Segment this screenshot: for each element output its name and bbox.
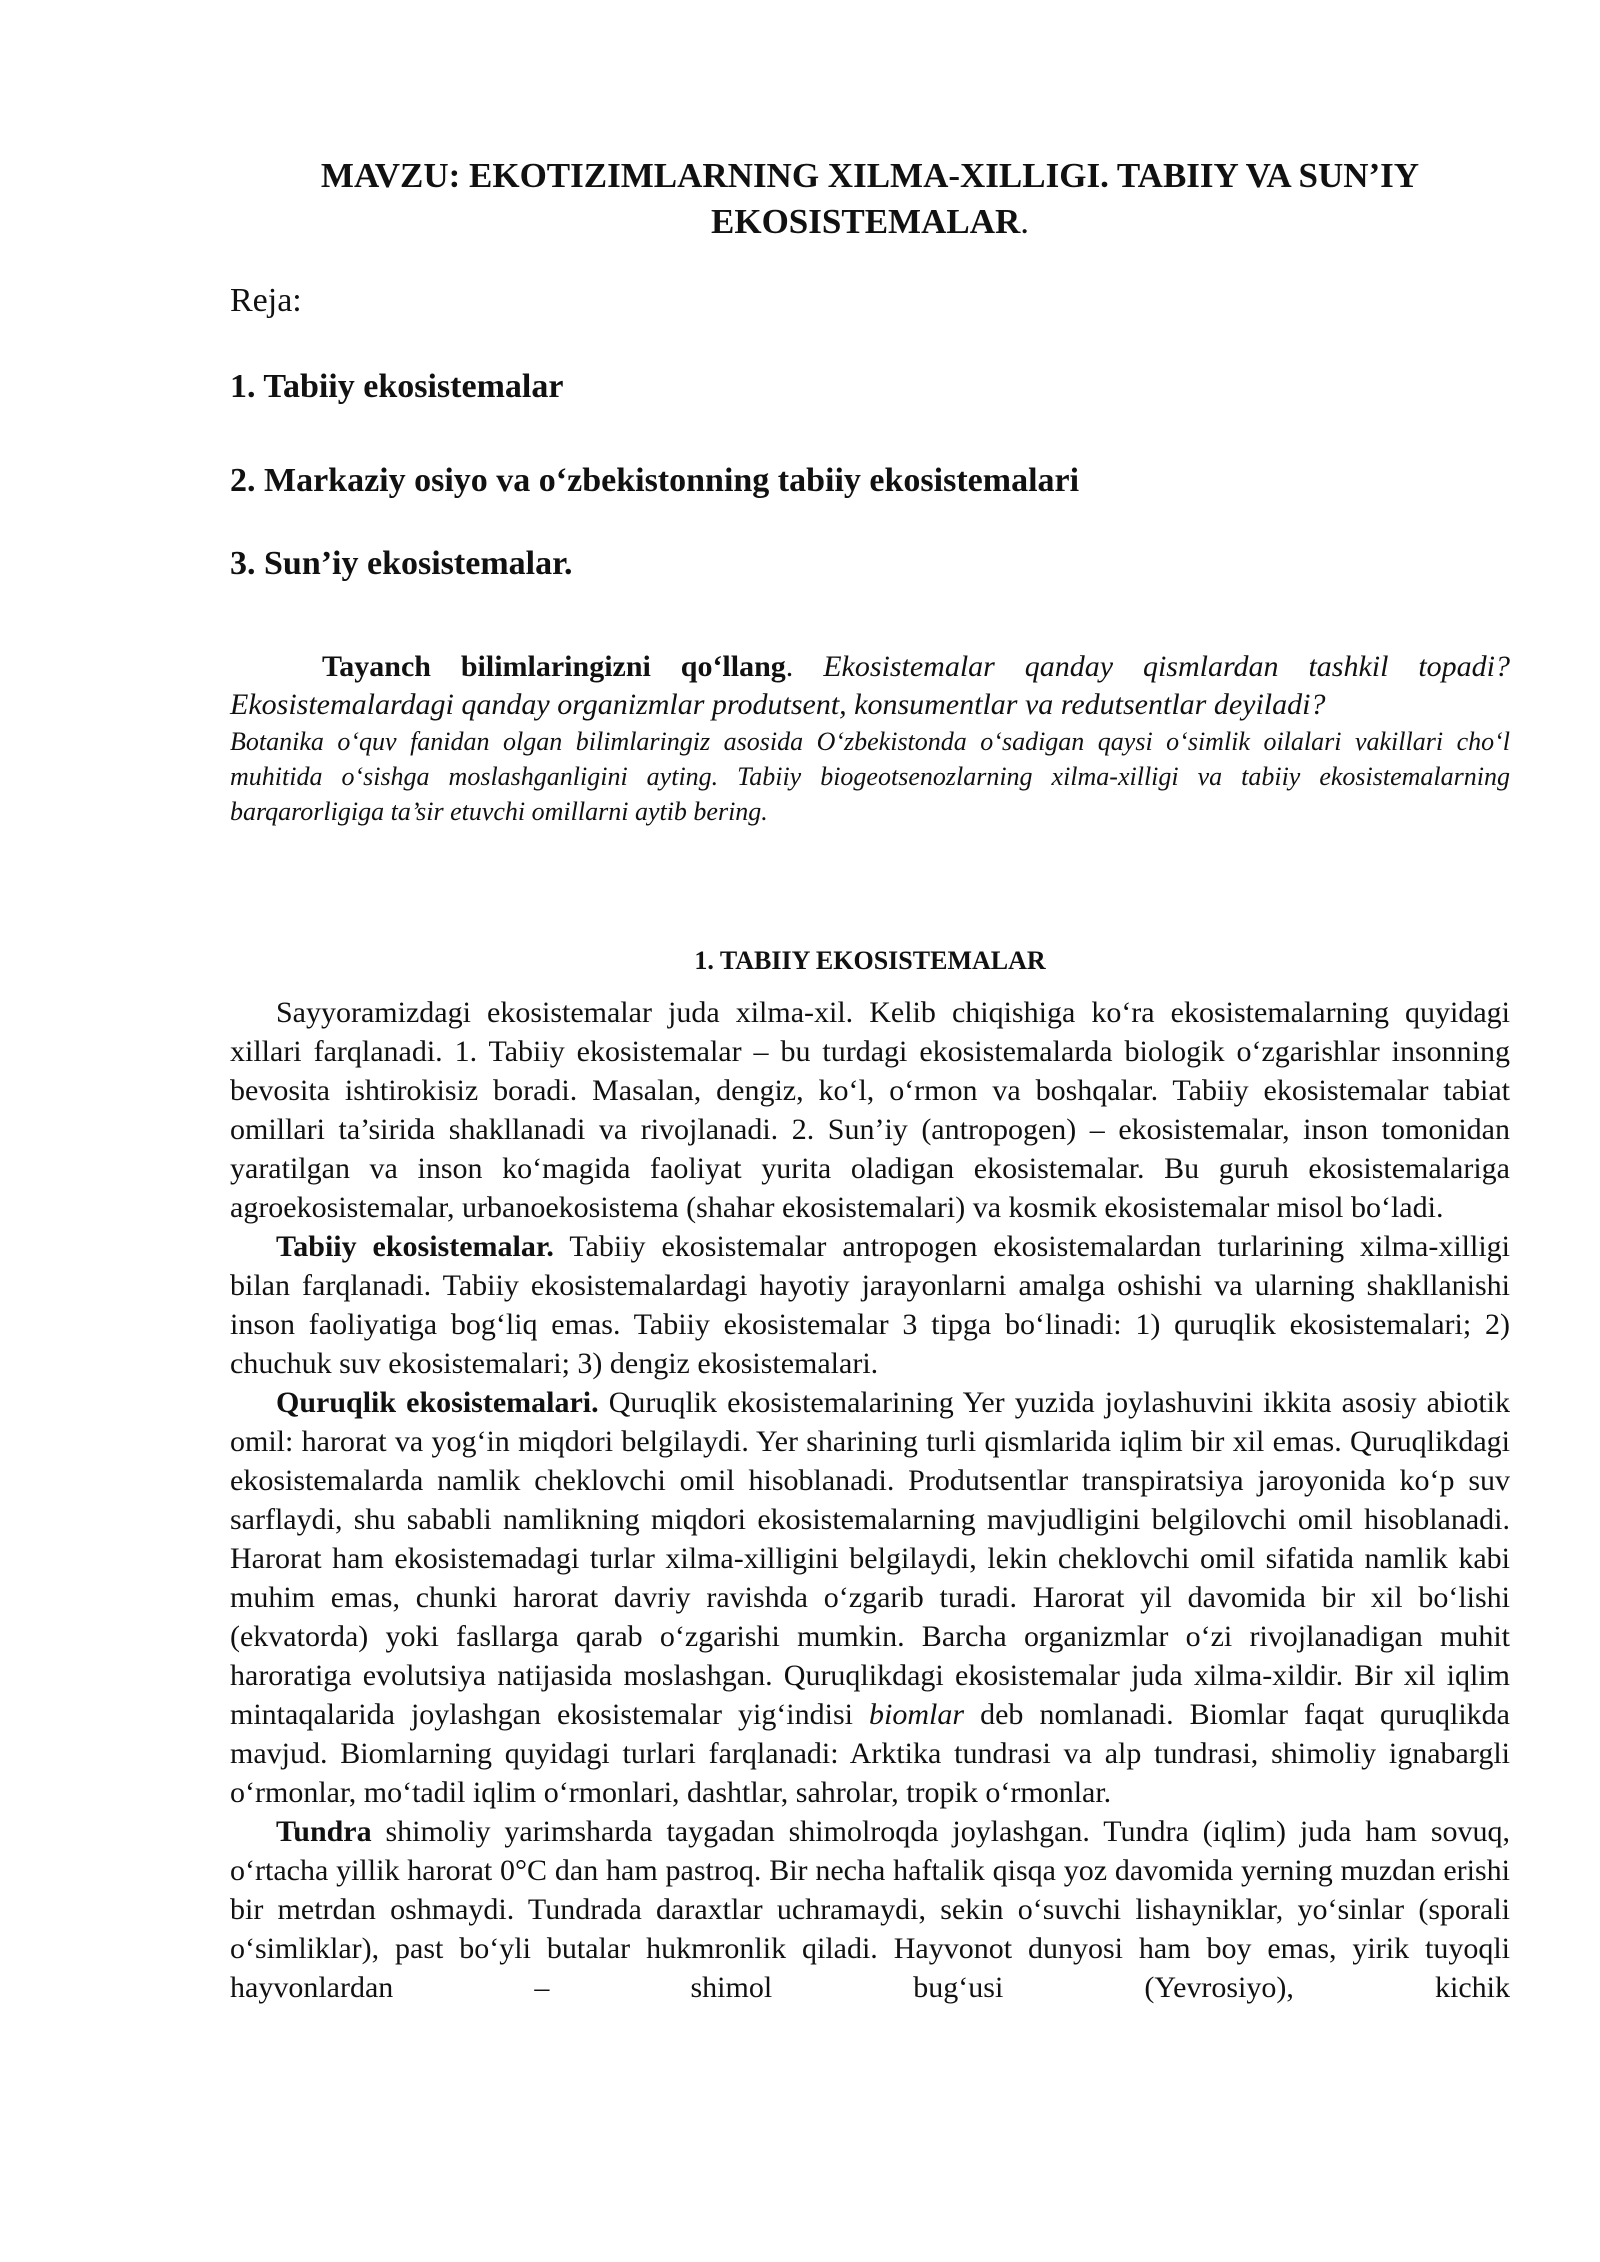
paragraph-3-text-b: deb nomlanadi. Biomlar faqat quruqlikda mavjud. Biomlarning quyidagi turlari farqlanadi: Arktika tundrasi va alp tundrasi, shimoliy ignabargli o‘rmonlar, mo‘tadil iqlim o‘rmonlari, dashtlar, sahrolar, tropik o‘rmonlar. (230, 1698, 1510, 1809)
paragraph-2-lead: Tabiiy ekosistemalar. (276, 1230, 554, 1263)
intro-block (230, 648, 1510, 829)
plan-heading: Reja: (230, 282, 302, 319)
paragraph-3-text-a: Quruqlik ekosistemalarining Yer yuzida joylashuvini ikkita asosiy abiotik omil: harorat va yog‘in miqdori belgilaydi. Yer sharining turli qismlarida iqlim bir xil emas. Quruqlikdagi ekosistemalarda namlik cheklovchi omil hisoblanadi. Produtsentlar transpiratsiya jaroyonida ko‘p suv sarflaydi, shu sababli namlikning miqdori ekosistemalarning mavjudligini belgilovchi omil hisoblanadi. Harorat ham ekosistemadagi turlar xilma-xilligini belgilaydi, lekin cheklovchi omil sifatida namlik kabi muhim emas, chunki harorat davriy ravishda o‘zgarib turadi. Harorat yil davomida bir xil bo‘lishi (ekvatorda) yoki fasllarga qarab o‘zgarishi mumkin. Barcha organizmlar o‘zi rivojlanadigan muhit haroratiga evolutsiya natijasida moslashgan. Quruqlikdagi ekosistemalar juda xilma-xildir. Bir xil iqlim mintaqalarida joylashgan ekosistemalar yig‘indisi (230, 1386, 1510, 1731)
document-title (230, 153, 1510, 245)
intro-lead-period: . (785, 650, 824, 683)
paragraph-4 (230, 1812, 1510, 2007)
paragraph-3-term: biomlar (869, 1698, 965, 1731)
intro-task: Botanika o‘quv fanidan olgan bilimlaringiz asosida O‘zbekistonda o‘sadigan qaysi o‘simlik oilalari vakillari cho‘l muhitida o‘sishga moslashganligini ayting. Tabiiy biogeotsenozlarning xilma-xilligi va tabiiy ekosistemalarning barqarorligiga ta’sir etuvchi omillarni aytib bering. (230, 727, 1510, 826)
body-text (230, 993, 1510, 2007)
paragraph-4-lead: Tundra (276, 1815, 372, 1848)
paragraph-3 (230, 1383, 1510, 1812)
plan-item-3: 3. Sun’iy ekosistemalar. (230, 545, 573, 582)
plan-item-1: 1. Tabiiy ekosistemalar (230, 368, 564, 405)
paragraph-1: Sayyoramizdagi ekosistemalar juda xilma-xil. Kelib chiqishiga ko‘ra ekosistemalarning quyidagi xillari farqlanadi. 1. Tabiiy ekosistemalar – bu turdagi ekosistemalarda biologik o‘zgarishlar insonning bevosita ishtirokisiz boradi. Masalan, dengiz, ko‘l, o‘rmon va boshqalar. Tabiiy ekosistemalar tabiat omillari ta’sirida shakllanadi va rivojlanadi. 2. Sun’iy (antropogen) – ekosistemalar, inson tomonidan yaratilgan va inson ko‘magida faoliyat yurita oladigan ekosistemalar. Bu guruh ekosistemalariga agroekosistemalar, urbanoekosistema (shahar ekosistemalari) va kosmik ekosistemalar misol bo‘ladi. (230, 996, 1510, 1224)
paragraph-3-lead: Quruqlik ekosistemalari. (276, 1386, 599, 1419)
document-title-period: . (1020, 202, 1029, 241)
intro-questions (230, 648, 1510, 724)
plan-item-2: 2. Markaziy osiyo va o‘zbekistonning tabiiy ekosistemalari (230, 462, 1080, 499)
paragraph-4-text: shimoliy yarimsharda taygadan shimolroqda joylashgan. Tundra (iqlim) juda ham sovuq, o‘rtacha yillik harorat 0°C dan ham pastroq. Bir necha haftalik qisqa yoz davomida yerning muzdan erishi bir metrdan oshmaydi. Tundrada daraxtlar uchramaydi, sekin o‘suvchi lishayniklar, yo‘sinlar (sporali o‘simliklar), past bo‘yli butalar hukmronlik qiladi. Hayvonot dunyosi ham boy emas, yirik tuyoqli hayvonlardan – shimol bug‘usi (Yevrosiyo), kichik (230, 1815, 1510, 2004)
intro-lead: Tayanch bilimlaringizni qo‘llang (322, 650, 786, 683)
paragraph-2-text: Tabiiy ekosistemalar antropogen ekosistemalardan turlarining xilma-xilligi bilan farqlanadi. Tabiiy ekosistemalardagi hayotiy jarayonlarni amalga oshishi va ularning shakllanishi inson faoliyatiga bog‘liq emas. Tabiiy ekosistemalar 3 tipga bo‘linadi: 1) quruqlik ekosistemalari; 2) chuchuk suv ekosistemalari; 3) dengiz ekosistemalari. (230, 1230, 1510, 1380)
section-heading: 1. TABIIY EKOSISTEMALAR (694, 946, 1046, 975)
paragraph-2 (230, 1227, 1510, 1383)
document-title-text: MAVZU: EKOTIZIMLARNING XILMA-XILLIGI. TABIIY VA SUN’IY EKOSISTEMALAR (320, 156, 1420, 241)
intro-questions-text: Ekosistemalar qanday qismlardan tashkil topadi? Ekosistemalardagi qanday organizmlar produtsent, konsumentlar va redutsentlar deyiladi? (230, 650, 1511, 721)
